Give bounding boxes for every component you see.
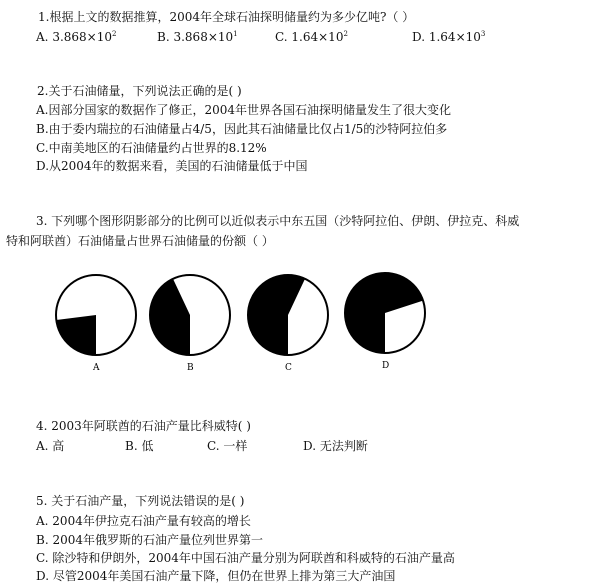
q1-option-d-letter: D. (412, 30, 426, 44)
q4-stem: 4. 2003年阿联酋的石油产量比科威特( ) (36, 419, 251, 433)
q1-option-a (36, 31, 116, 43)
q4-option-a: A. 高 (36, 439, 65, 453)
q1-option-c (275, 31, 348, 43)
q2-option-c: C.中南美地区的石油储量约占世界的8.12% (36, 141, 267, 155)
q1-option-b-letter: B. (157, 30, 170, 44)
pie-label: C (285, 363, 292, 373)
pie-d (345, 273, 425, 371)
pie-label: D (382, 361, 390, 371)
q2-option-b: B.由于委内瑞拉的石油储量占4/5，因此其石油储量比仅占1/5的沙特阿拉伯多 (36, 122, 448, 136)
pie-c (248, 275, 328, 373)
q5-option-a: A. 2004年伊拉克石油产量有较高的增长 (36, 514, 251, 528)
q1-option-d-exp: 3 (480, 30, 486, 38)
q2-stem: 2.关于石油储量，下列说法正确的是( ) (37, 84, 242, 98)
q2-option-a: A.因部分国家的数据作了修正，2004年世界各国石油探明储量发生了很大变化 (36, 103, 452, 117)
q4-option-b: B. 低 (125, 439, 154, 453)
q1-option-c-exp: 2 (343, 30, 348, 38)
pie-shaded-wedge (56, 315, 96, 355)
q1-option-a-exp: 2 (112, 30, 117, 38)
q1-stem: 1.根据上文的数据推算，2004年全球石油探明储量约为多少亿吨?（ ） (38, 10, 415, 24)
q3-stem-line1: 3. 下列哪个图形阴影部分的比例可以近似表示中东五国（沙特阿拉伯、伊朗、伊拉克、科威 (36, 214, 520, 228)
q4-option-c: C. 一样 (207, 439, 248, 453)
q1-option-a-base: 3.868×10 (52, 30, 112, 44)
q1-option-c-base: 1.64×10 (291, 30, 344, 44)
pie-a (56, 275, 136, 373)
pie-label: A (93, 363, 100, 373)
q5-option-b: B. 2004年俄罗斯的石油产量位列世界第一 (36, 533, 263, 547)
q1-option-a-letter: A. (36, 30, 49, 44)
pie-label: B (187, 363, 194, 373)
q5-option-d: D. 尽管2004年美国石油产量下降，但仍在世界上排为第三大产油国 (36, 569, 396, 583)
q1-option-b (157, 31, 238, 43)
q4-option-d: D. 无法判断 (303, 439, 368, 453)
q3-stem-line2: 特和阿联酋）石油储量占世界石油储量的份额（ ） (6, 234, 274, 248)
q5-option-c: C. 除沙特和伊朗外，2004年中国石油产量分别为阿联酋和科威特的石油产量高 (36, 551, 455, 565)
q5-stem: 5. 关于石油产量，下列说法错误的是( ) (36, 494, 245, 508)
q1-option-d (412, 31, 485, 43)
q1-option-b-exp: 1 (233, 30, 238, 38)
q1-option-c-letter: C. (275, 30, 288, 44)
q1-option-d-base: 1.64×10 (428, 30, 481, 44)
q1-option-b-base: 3.868×10 (173, 30, 234, 44)
q2-option-d: D.从2004年的数据来看，美国的石油储量低于中国 (36, 159, 308, 173)
pie-b (150, 275, 230, 373)
pie-charts-figure (0, 265, 615, 375)
